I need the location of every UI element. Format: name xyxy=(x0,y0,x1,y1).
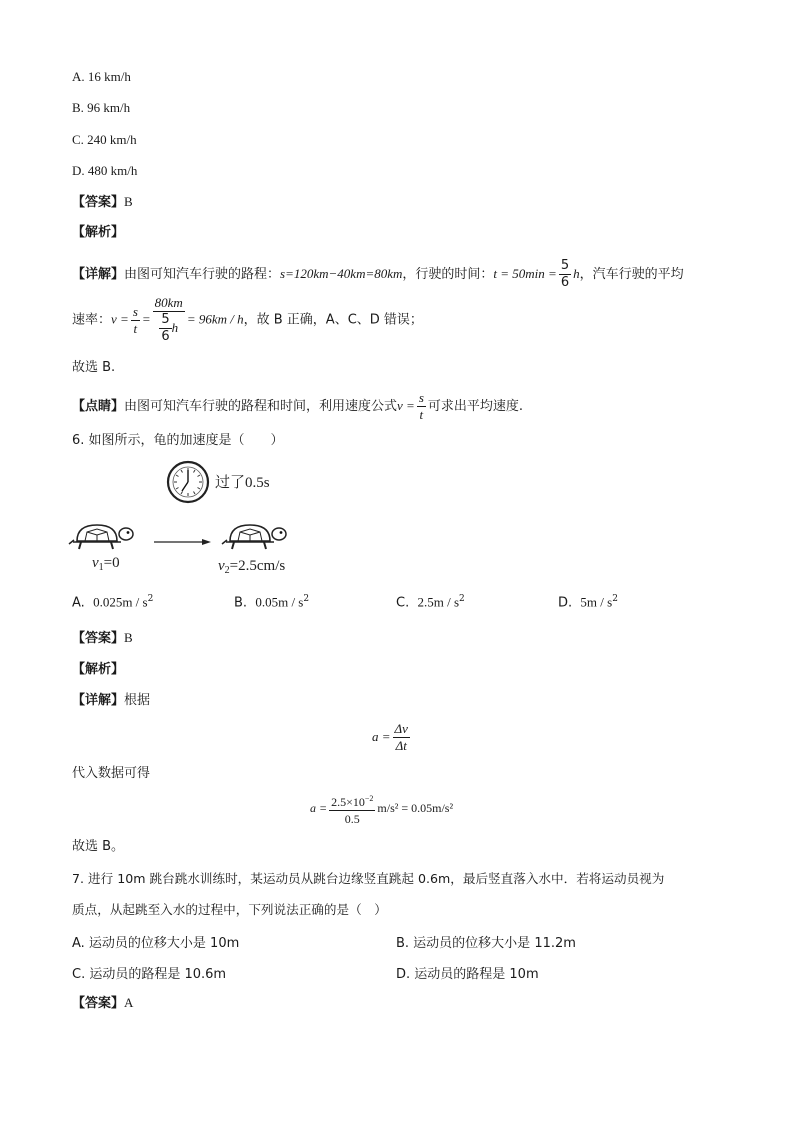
time-expression: t = 50min = xyxy=(493,266,557,281)
rate-label: 速率： xyxy=(72,312,112,328)
s-over-t-fraction: $\frac{s}{t}$ xyxy=(132,303,138,336)
q6-option-a: A. $0.025m / s^2$ xyxy=(72,594,154,611)
q7-stem-line1: 7. 进行 10m 跳台跳水训练时，某运动员从跳台边缘竖直跳起 0.6m，最后竖直落入水中．若将运动员视为 xyxy=(72,871,665,886)
q5-detail: 【详解】由图可知汽车行驶的路程：s=120km−40km=80km，行驶的时间：t = 50min = $\frac{5}{6}$ h，汽车行驶的平均 xyxy=(72,258,684,290)
q6-stem: 6. 如图所示，龟的加速度是（ ） xyxy=(72,433,284,448)
q7-answer xyxy=(72,994,133,1013)
answer-value: B xyxy=(124,630,133,645)
q7-stem-line2: 质点，从起跳至入水的过程中，下列说法正确的是（ ） xyxy=(72,902,387,917)
answer-tag: 【答案】 xyxy=(72,996,125,1011)
q7-option-c: C. 运动员的路程是 10.6m xyxy=(72,967,227,982)
q7-option-d: D. 运动员的路程是 10m xyxy=(396,967,539,982)
velocity-result: = 96km / h xyxy=(186,311,244,327)
velocity-fraction: 80km $\frac{5}{6}$ h xyxy=(154,295,183,344)
distance-expression: s=120km−40km=80km xyxy=(280,266,403,281)
turtle-icon xyxy=(222,525,286,549)
acceleration-calculation: a = $\frac{2.5\times 10^{-2}}{0.5}$ m/s² = 0.05m/s² xyxy=(310,790,453,827)
q6-choose: 故选 B。 xyxy=(72,839,125,854)
detail-tag: 【详解】 xyxy=(72,693,125,708)
turtle-icon xyxy=(69,525,133,549)
comment-tag: 【点睛】 xyxy=(72,399,125,414)
q6-answer xyxy=(72,629,133,648)
q6-substitute: 代入数据可得 xyxy=(72,766,151,781)
q5-answer xyxy=(72,193,133,212)
q6-analysis-tag: 【解析】 xyxy=(72,662,125,677)
v2-label: $v_2=2.5cm/s$ xyxy=(218,558,286,576)
q5-choose: 故选 B. xyxy=(72,360,116,375)
clock-icon xyxy=(168,462,208,502)
arrow-icon xyxy=(154,539,211,545)
q5-option-a: A. 16 km/h xyxy=(72,69,131,84)
q6-option-b: B. $0.05m / s^2$ xyxy=(234,594,310,611)
answer-value: B xyxy=(124,194,133,209)
comment-fraction: $\frac{s}{t}$ xyxy=(418,390,424,422)
q5-option-c: C. 240 km/h xyxy=(72,132,137,147)
answer-value: A xyxy=(124,995,134,1010)
q6-detail: 【详解】根据 xyxy=(72,693,151,708)
answer-tag: 【答案】 xyxy=(72,195,125,210)
answer-tag: 【答案】 xyxy=(72,631,125,646)
q5-option-d: D. 480 km/h xyxy=(72,163,138,178)
q6-figure xyxy=(68,455,318,580)
acceleration-formula: a = $\frac{\Delta v}{\Delta t}$ xyxy=(372,721,408,753)
q5-option-b: B. 96 km/h xyxy=(72,100,131,115)
q5-velocity-line: 速率：v = $\frac{s}{t}$ = 80km $\frac{5}{6}$ h = 96km / h，故 B 正确，A、C、D 错误； xyxy=(72,295,423,344)
q7-option-b: B. 运动员的位移大小是 11.2m xyxy=(396,936,576,951)
q7-option-a: A. 运动员的位移大小是 10m xyxy=(72,936,240,951)
q6-option-d: D. $5m / s^2$ xyxy=(558,594,618,611)
q6-option-c: C. $2.5m / s^2$ xyxy=(396,594,465,611)
clock-caption: 过了0.5s xyxy=(215,475,270,491)
q5-comment: 【点睛】由图可知汽车行驶的路程和时间，利用速度公式v = $\frac{s}{t}$ 可求出平均速度. xyxy=(72,390,524,422)
v1-label: $v_1=0$ xyxy=(92,555,120,573)
detail-tag: 【详解】 xyxy=(72,267,125,282)
q5-analysis-tag: 【解析】 xyxy=(72,225,125,240)
time-fraction: $\frac{5}{6}$ xyxy=(560,258,570,290)
